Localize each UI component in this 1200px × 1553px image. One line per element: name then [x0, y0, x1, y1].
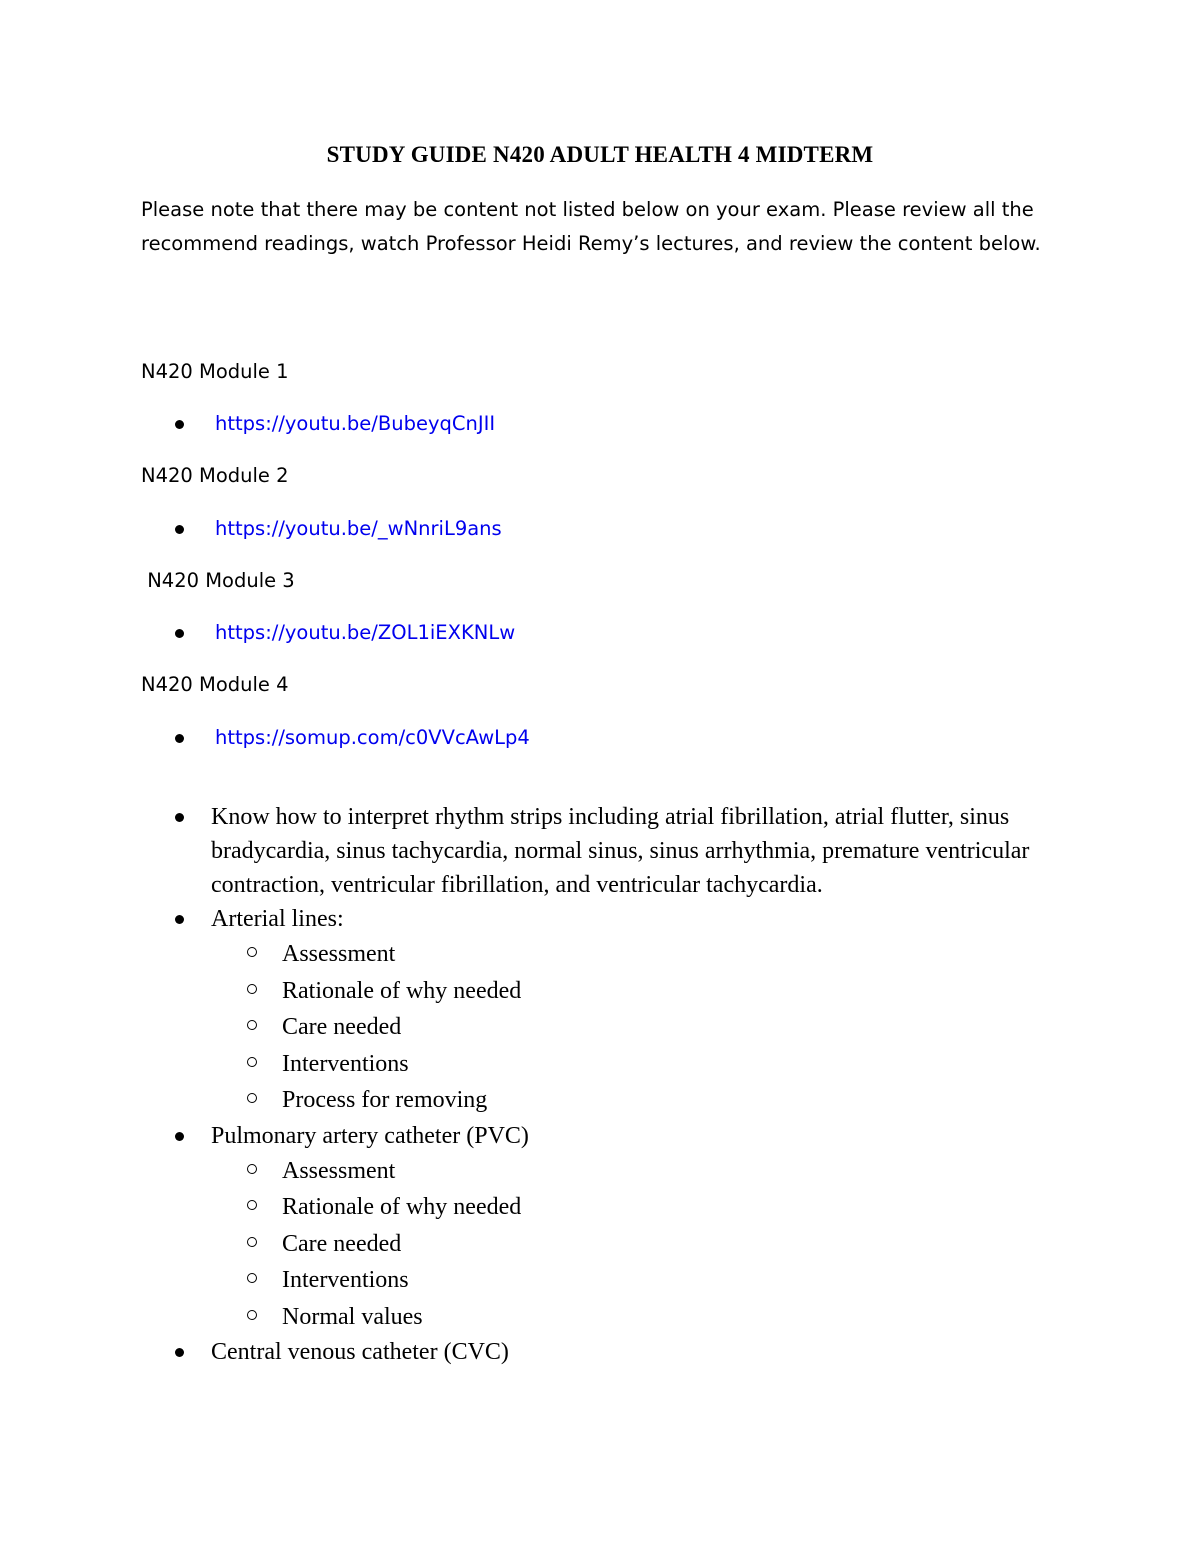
subtopic-text: Rationale of why needed	[282, 977, 522, 1004]
subtopic-item	[0, 1046, 1200, 1083]
hollow-bullet-icon	[247, 984, 257, 994]
module-video-link[interactable]: https://somup.com/c0VVcAwLp4	[215, 726, 530, 749]
topic-text: Central venous catheter (CVC)	[211, 1339, 509, 1365]
module-heading: N420 Module 3	[141, 569, 295, 592]
subtopic-text: Normal values	[282, 1303, 423, 1330]
bullet-icon	[175, 813, 184, 822]
module-link-item	[172, 515, 502, 543]
topic-item	[0, 1119, 1061, 1153]
subtopic-text: Process for removing	[282, 1087, 488, 1113]
module-heading: N420 Module 1	[141, 360, 289, 383]
bullet-icon	[175, 915, 184, 924]
bullet-icon	[175, 1348, 184, 1357]
hollow-bullet-icon	[247, 1237, 257, 1247]
bullet-icon	[175, 420, 184, 429]
topic-item	[0, 902, 1061, 936]
bullet-icon	[175, 525, 184, 534]
module-video-link[interactable]: https://youtu.be/BubeyqCnJII	[215, 412, 496, 435]
subtopic-item	[0, 1299, 1200, 1336]
module-link-item	[172, 724, 530, 752]
bullet-icon	[175, 734, 184, 743]
topic-item	[0, 1335, 1061, 1369]
subtopic-text: Interventions	[282, 1050, 409, 1077]
module-link-item	[172, 619, 515, 647]
hollow-bullet-icon	[247, 1310, 257, 1320]
subtopic-item	[0, 1153, 1200, 1190]
module-video-link[interactable]: https://youtu.be/ZOL1iEXKNLw	[215, 621, 516, 644]
document-title: STUDY GUIDE N420 ADULT HEALTH 4 MIDTERM	[326, 142, 874, 167]
module-heading: N420 Module 2	[141, 464, 289, 487]
subtopic-item	[0, 936, 1200, 973]
hollow-bullet-icon	[247, 1057, 257, 1067]
hollow-bullet-icon	[247, 1020, 257, 1030]
bullet-icon	[175, 629, 184, 638]
module-link-item	[172, 410, 495, 438]
hollow-bullet-icon	[247, 947, 257, 957]
topic-text: Know how to interpret rhythm strips including atrial fibrillation, atrial flutter, sinus bradycardia, sinus tachycardia, normal sinus, sinus arrhythmia, premature ventricular contraction, ventricular fibrillation, and ventricular tachycardia.	[211, 804, 1030, 898]
subtopic-item	[0, 1262, 1200, 1299]
hollow-bullet-icon	[247, 1200, 257, 1210]
subtopic-item	[0, 1189, 1200, 1226]
topics-list	[0, 800, 1200, 1369]
subtopic-item	[0, 1082, 1200, 1119]
subtopic-text: Rationale of why needed	[282, 1194, 522, 1220]
subtopic-item	[0, 1009, 1200, 1046]
subtopic-text: Interventions	[282, 1267, 409, 1293]
subtopic-text: Care needed	[282, 1014, 402, 1040]
subtopic-text: Assessment	[282, 1157, 396, 1184]
subtopic-item	[0, 1226, 1200, 1263]
hollow-bullet-icon	[247, 1273, 257, 1283]
module-video-link[interactable]: https://youtu.be/_wNnriL9ans	[215, 517, 502, 540]
subtopic-text: Care needed	[282, 1230, 402, 1257]
topic-item	[0, 800, 1061, 902]
subtopic-item	[0, 973, 1200, 1010]
hollow-bullet-icon	[247, 1093, 257, 1103]
intro-paragraph: Please note that there may be content not listed below on your exam. Please review all the recommend readings, watch Professor Heidi Remy’s lectures, and review the content below.	[141, 198, 1041, 255]
module-heading: N420 Module 4	[141, 673, 289, 696]
bullet-icon	[175, 1132, 184, 1141]
subtopic-text: Assessment	[282, 941, 396, 967]
hollow-bullet-icon	[247, 1164, 257, 1174]
topic-text: Pulmonary artery catheter (PVC)	[211, 1122, 529, 1149]
topic-text: Arterial lines:	[211, 906, 344, 932]
